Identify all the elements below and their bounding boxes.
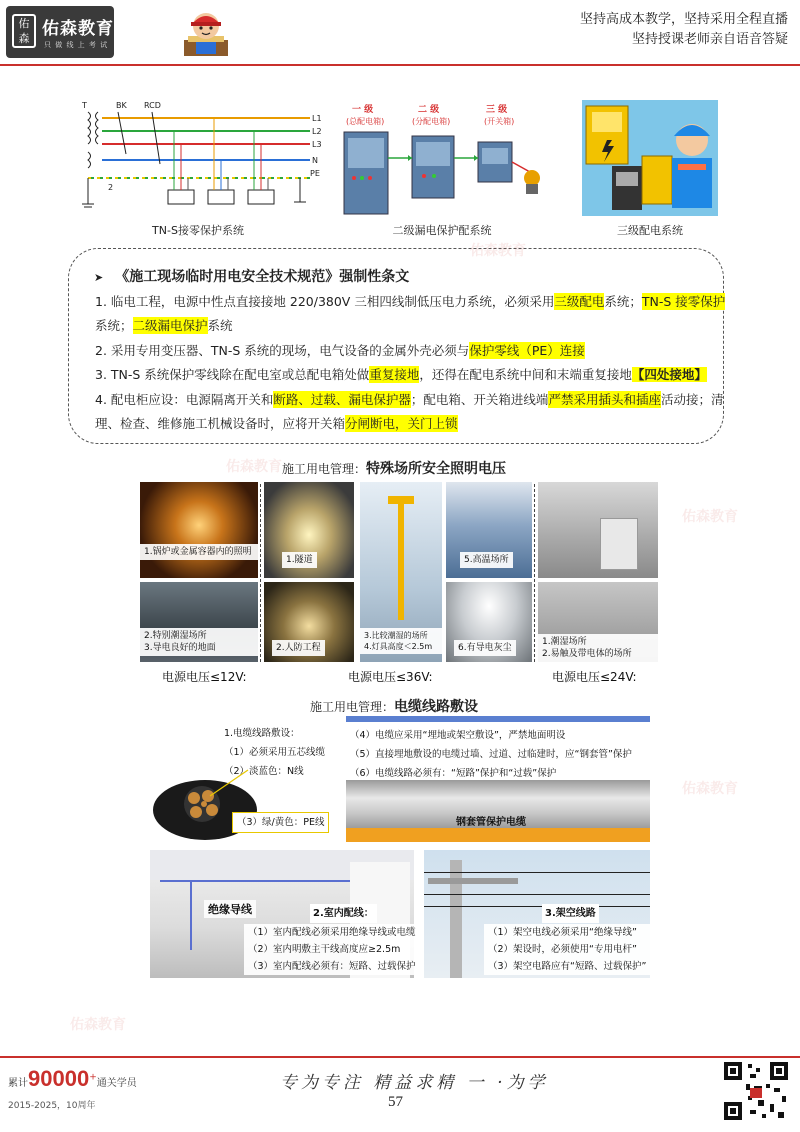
indoor-title: 2.室内配线： (310, 904, 377, 923)
soil-band (346, 828, 650, 842)
mascot-icon (178, 6, 234, 62)
rule-line-6: 理、检查、维修施工机械设备时，应将开关箱分闸断电，关门上锁 (95, 416, 458, 431)
blue-band (346, 716, 650, 722)
rule-line-5: 4. 配电柜应设：电源隔离开关和断路、过载、漏电保护器；配电箱、开关箱进线端严禁采用插头和插座活动接；清 (95, 392, 724, 407)
brand-subtitle: 只 做 线 上 考 试 (44, 41, 109, 49)
cable-left-text: 1.电缆线路敷设： （1）必须采用五芯线缆 （2）淡蓝色：N线 (224, 728, 326, 777)
photo-dust: 6.有导电灰尘 (446, 582, 532, 662)
rule-line-2: 系统；二级漏电保护系统 (95, 318, 233, 333)
insulated-wire-tag: 绝缘导线 (204, 900, 256, 918)
label-pe: PE (310, 169, 320, 178)
brand-seal: 佑森 (12, 14, 36, 48)
level-3-label: 三 级 (486, 105, 508, 115)
watermark: 佑森教育 (70, 1017, 126, 1033)
caption-three-level: 三级配电系统 (617, 224, 683, 237)
overhead-text: （1）架空电线必须采用“绝缘导线” （2）架设时，必须使用“专用电杆” （3）架空电路应有“短路、过载保护” (484, 924, 650, 975)
cable-cross-section (150, 766, 260, 846)
watermark: 佑森教育 (682, 781, 738, 797)
label-rcd: RCD (144, 101, 161, 110)
qr-code-icon (722, 1060, 790, 1122)
level-1-label: 一 级 (352, 105, 374, 115)
volt-36: 电源电压≤36V: (348, 670, 433, 684)
page-header (0, 0, 800, 66)
brand-logo (6, 6, 114, 58)
label-n: N (312, 156, 318, 165)
page-number: 57 (388, 1094, 403, 1110)
footer-divider (0, 1056, 800, 1058)
slogan (580, 10, 788, 50)
cable-title: 施工用电管理：电缆线路敷设 (310, 699, 479, 715)
photo-yellow-lamp: 3.比较潮湿的场所 4.灯具高度＜2.5m (360, 482, 442, 662)
label-l2: L2 (312, 127, 322, 136)
photo-boiler: 1.锅炉或金属容器内的照明 (140, 482, 258, 578)
rule-line-1: 1. 临电工程，电源中性点直接接地 220/380V 三相四线制低压电力系统，必须采用三级配电系统；TN-S 接零保护 (95, 294, 726, 309)
divider-2 (534, 484, 535, 662)
cable-left-line-3: （3）绿/黄色：PE线 (232, 812, 329, 833)
photo-damp-1 (538, 482, 658, 578)
slogan-line-2: 坚持授课老师亲自语音答疑 (631, 32, 788, 47)
volt-24: 电源电压≤24V: (552, 670, 637, 684)
rules-title: ➤ 《施工现场临时用电安全技术规范》强制性条文 (94, 269, 410, 285)
rule-line-3: 2. 采用专用变压器、TN-S 系统的现场，电气设备的金属外壳必须与保护零线（PE）连接 (95, 343, 585, 358)
cabinets-icon (334, 128, 546, 218)
label-t: T (82, 101, 87, 110)
footer-stats: 累计90000+通关学员 2015-2025，10周年 (8, 1066, 137, 1111)
two-level-diagram (334, 100, 546, 218)
level-1-box: (总配电箱) (346, 117, 385, 126)
watermark: 佑森教育 (470, 243, 526, 259)
arrow-bullet-icon: ➤ (94, 271, 104, 284)
label-bk: BK (116, 101, 127, 110)
label-ground: 2 (108, 183, 114, 192)
watermark: 佑森教育 (226, 459, 282, 475)
brand-name: 佑森教育 (42, 19, 114, 39)
rule-line-4: 3. TN-S 系统保护零线除在配电室或总配电箱处做重复接地，还得在配电系统中间和末端重复接地【四处接地】 (95, 367, 707, 382)
photo-wet-floor: 2.特别潮湿场所 3.导电良好的地面 (140, 582, 258, 662)
watermark: 佑森教育 (682, 509, 738, 525)
slogan-line-1: 坚持高成本教学，坚持采用全程直播 (579, 12, 788, 27)
pipe-label: 钢套管保护电缆 (456, 817, 526, 828)
level-2-label: 二 级 (418, 105, 440, 115)
header-divider (0, 64, 800, 66)
photo-tunnel: 1.隧道 (264, 482, 354, 578)
label-l1: L1 (312, 114, 322, 123)
caption-tns: TN-S接零保护系统 (152, 224, 244, 237)
caption-two-level: 二级漏电保护配系统 (392, 224, 492, 237)
level-2-box: (分配电箱) (412, 117, 451, 126)
three-level-illustration (582, 100, 718, 216)
photo-high-temp: 5.高温场所 (446, 482, 532, 578)
photo-damp-2: 1.潮湿场所 2.易触及带电体的场所 (538, 582, 658, 662)
lighting-title: 施工用电管理：特殊场所安全照明电压 (282, 461, 507, 477)
divider-1 (260, 484, 261, 662)
footer-motto: 专为专注 精益求精 一 ·为学 (280, 1073, 549, 1093)
label-l3: L3 (312, 140, 322, 149)
indoor-text: （1）室内配线必须采用绝缘导线或电缆 （2）室内明敷主干线高度应≥2.5m （3）室内配线必须有：短路、过载保护 (244, 924, 420, 975)
volt-12: 电源电压≤12V: (162, 670, 247, 684)
tns-diagram (78, 98, 326, 216)
overhead-title: 3.架空线路 (542, 904, 599, 923)
photo-civil-defense: 2.人防工程 (264, 582, 354, 662)
level-3-box: (开关箱) (484, 117, 515, 126)
cable-right-text: （4）电缆应采用“埋地或架空敷设”，严禁地面明设 （5）直接埋地敷设的电缆过墙、过道、过临建时，应“钢套管”保护 （6）电缆线路必须有：“短路”保护和“过载”保护 (350, 730, 632, 779)
